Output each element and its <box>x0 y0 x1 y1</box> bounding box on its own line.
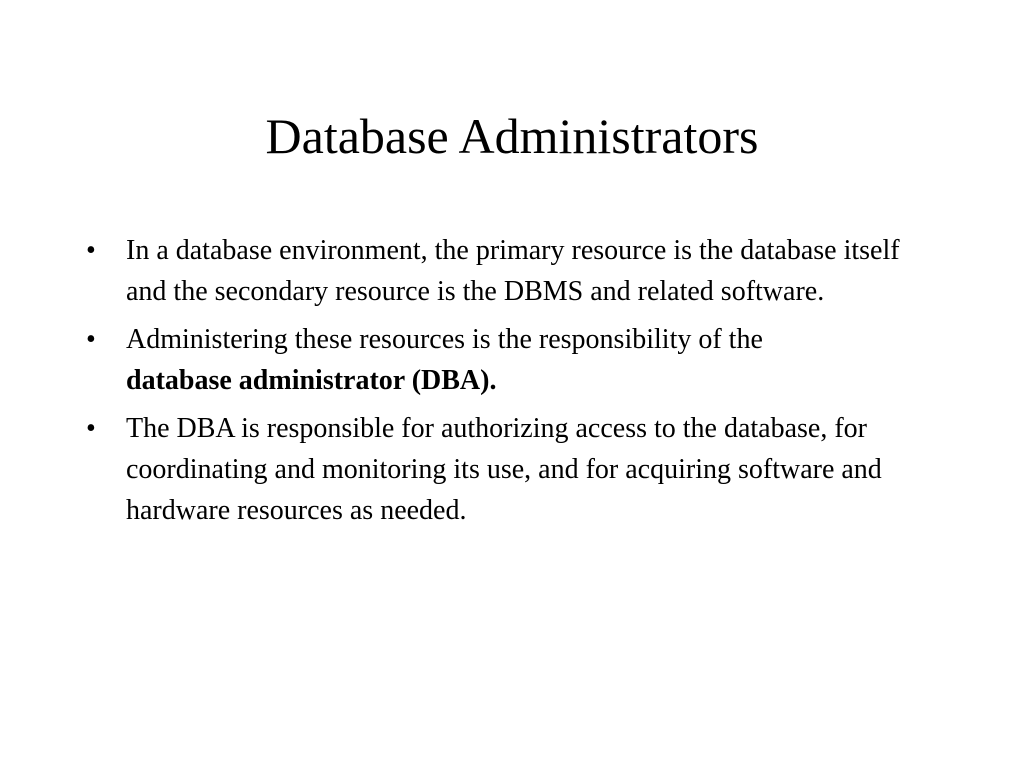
bullet-item <box>86 408 936 531</box>
bullet-item <box>86 319 936 401</box>
bullet-icon: • <box>86 324 96 355</box>
bullet-text: Administering these resources is the responsibility of the <box>126 324 763 355</box>
bullet-list <box>86 230 936 538</box>
bullet-text: In a database environment, the primary resource is the database itself and the secondary resource is the DBMS and related software. <box>126 235 900 307</box>
bullet-icon: • <box>86 413 96 444</box>
bullet-item <box>86 230 936 312</box>
slide-title: Database Administrators <box>265 108 759 164</box>
bullet-text: The DBA is responsible for authorizing access to the database, for coordinating and monitoring its use, and for acquiring software and hardware resources as needed. <box>126 413 882 526</box>
bullet-icon: • <box>86 235 96 266</box>
bullet-bold-text: database administrator (DBA). <box>126 365 497 396</box>
